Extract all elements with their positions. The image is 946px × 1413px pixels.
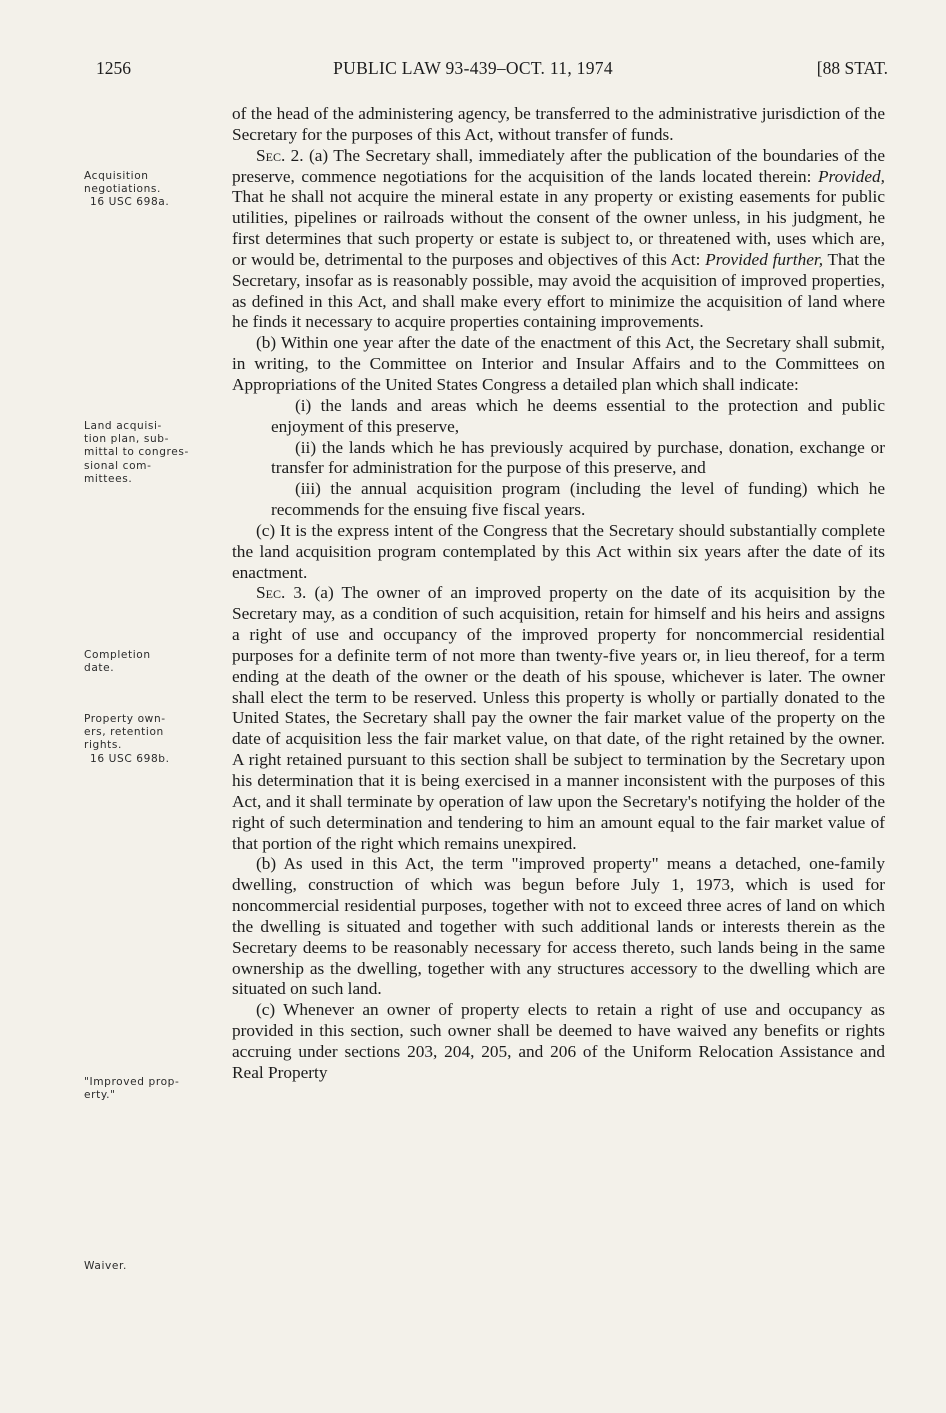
margin-note-line: tion plan, sub- [84, 433, 170, 446]
section-label: Sec. 2. [256, 145, 304, 165]
margin-note-citation: 16 USC 698a. [90, 196, 170, 209]
list-item-iii: (iii) the annual acquisition program (including the level of funding) which he recommends for the ensuing five fiscal years. [271, 479, 885, 520]
continuation-paragraph: of the head of the administering agency, be transferred to the administrative jurisdiction of the Secretary for the purposes of this Act, without transfer of funds. [232, 104, 885, 144]
running-title: PUBLIC LAW 93-439–OCT. 11, 1974 [333, 58, 613, 78]
margin-note-line: sional com- [84, 459, 152, 472]
section-3b: (b) As used in this Act, the term "improved property" means a detached, one-family dwelling, construction of which was begun before July 1, 1973, which is used for noncommercial residential purposes, together with not to exceed three acres of land on which the dwelling is situated and together with such additional lands or interests therein as the Secretary deems to be reasonably necessary for access thereto, such lands being in the same ownership as the dwelling, together with any structures accessory to the dwelling which are situated on such land. [232, 854, 885, 999]
margin-note-line: Completion [84, 649, 151, 661]
margin-note-acquisition-negotiations [84, 170, 222, 210]
section-3a: Sec. 3. (a) The owner of an improved property on the date of its acquisition by the Secretary may, as a condition of such acquisition, retain for himself and his heirs and assigns a right of use and occupancy of the improved property for noncommercial residential purposes for a definite term of not more than twenty-five years or, in lieu thereof, for a term ending at the death of the owner or the death of his spouse, whichever is later. The owner shall elect the term to be reserved. Unless this property is wholly or partially donated to the United States, the Secretary shall pay the owner the fair market value of the property on the date of acquisition less the fair market value, on that date, of the right retained by the owner. A right retained pursuant to this section shall be subject to termination by the Secretary upon his determination that it is being exercised in a manner inconsistent with the purposes of this Act, and it shall terminate by operation of law upon the Secretary's notifying the holder of the right of such determination and tendering to him an amount equal to the fair market value of that portion of the right which remains unexpired. [232, 583, 885, 853]
statute-text [232, 104, 885, 1084]
section-3c: (c) Whenever an owner of property elects to retain a right of use and occupancy as provided in this section, such owner shall be deemed to have waived any benefits or rights accruing under sections 203, 204, 205, and 206 of the Uniform Relocation Assistance and Real Property [232, 1000, 885, 1082]
margin-note-land-acquisition-plan [84, 420, 222, 486]
proviso: Provided further, [705, 249, 824, 269]
margin-note-completion-date [84, 649, 222, 675]
margin-note-line: date. [84, 662, 115, 675]
margin-note-line: erty." [84, 1089, 116, 1102]
margin-note-line: rights. [84, 739, 122, 752]
section-2c: (c) It is the express intent of the Congress that the Secretary should substantially complete the land acquisition program contemplated by this Act within six years after the date of its enactment. [232, 520, 885, 582]
margin-note-improved-property [84, 1076, 222, 1102]
margin-note-line: ers, retention [84, 726, 164, 739]
list-item-i: (i) the lands and areas which he deems essential to the protection and public enjoyment of this preserve, [271, 395, 885, 436]
margin-note-line: Land acquisi- [84, 420, 162, 432]
margin-note-line: "Improved prop- [84, 1076, 180, 1088]
section-label: Sec. 3. [256, 583, 307, 603]
page-header [0, 58, 946, 84]
margin-note-line: Property own- [84, 713, 166, 725]
proviso: Provided, [817, 166, 885, 186]
section-2b: (b) Within one year after the date of the enactment of this Act, the Secretary shall submit, in writing, to the Committee on Interior and Insular Affairs and to the Committees on Appropriations of the United States Congress a detailed plan which shall indicate: [232, 333, 885, 394]
margin-note-line: Waiver. [84, 1260, 127, 1272]
section-2a: Sec. 2. (a) The Secretary shall, immediately after the publication of the boundaries of the preserve, commence negotiations for the acquisition of the lands located therein: Provided, That he shall not acquire the mineral estate in any property or existing easements for public utilities, pipelines or railroads without the consent of the owner unless, in his judgment, he first determines that such property or estate is subject to, or threatened with, uses which are, or would be, detrimental to the purposes and objectives of this Act: Provided further, That the Secretary, insofar as is reasonably possible, may avoid the acquisition of improved properties, as defined in this Act, and shall make every effort to minimize the acquisition of land where he finds it necessary to acquire properties containing improvements. [232, 145, 886, 332]
margin-note-line: negotiations. [84, 183, 162, 196]
page-number: 1256 [96, 58, 131, 78]
margin-note-line: Acquisition [84, 170, 149, 182]
list-item-ii: (ii) the lands which he has previously acquired by purchase, donation, exchange or transfer for administration for the purpose of this preserve, and [271, 437, 885, 478]
margin-note-waiver [84, 1260, 222, 1273]
volume-reference: [88 STAT. [816, 58, 888, 78]
margin-note-property-owners-retention [84, 713, 222, 766]
margin-note-citation: 16 USC 698b. [90, 752, 170, 765]
margin-note-line: mittees. [84, 472, 133, 485]
margin-note-line: mittal to congres- [84, 446, 189, 459]
